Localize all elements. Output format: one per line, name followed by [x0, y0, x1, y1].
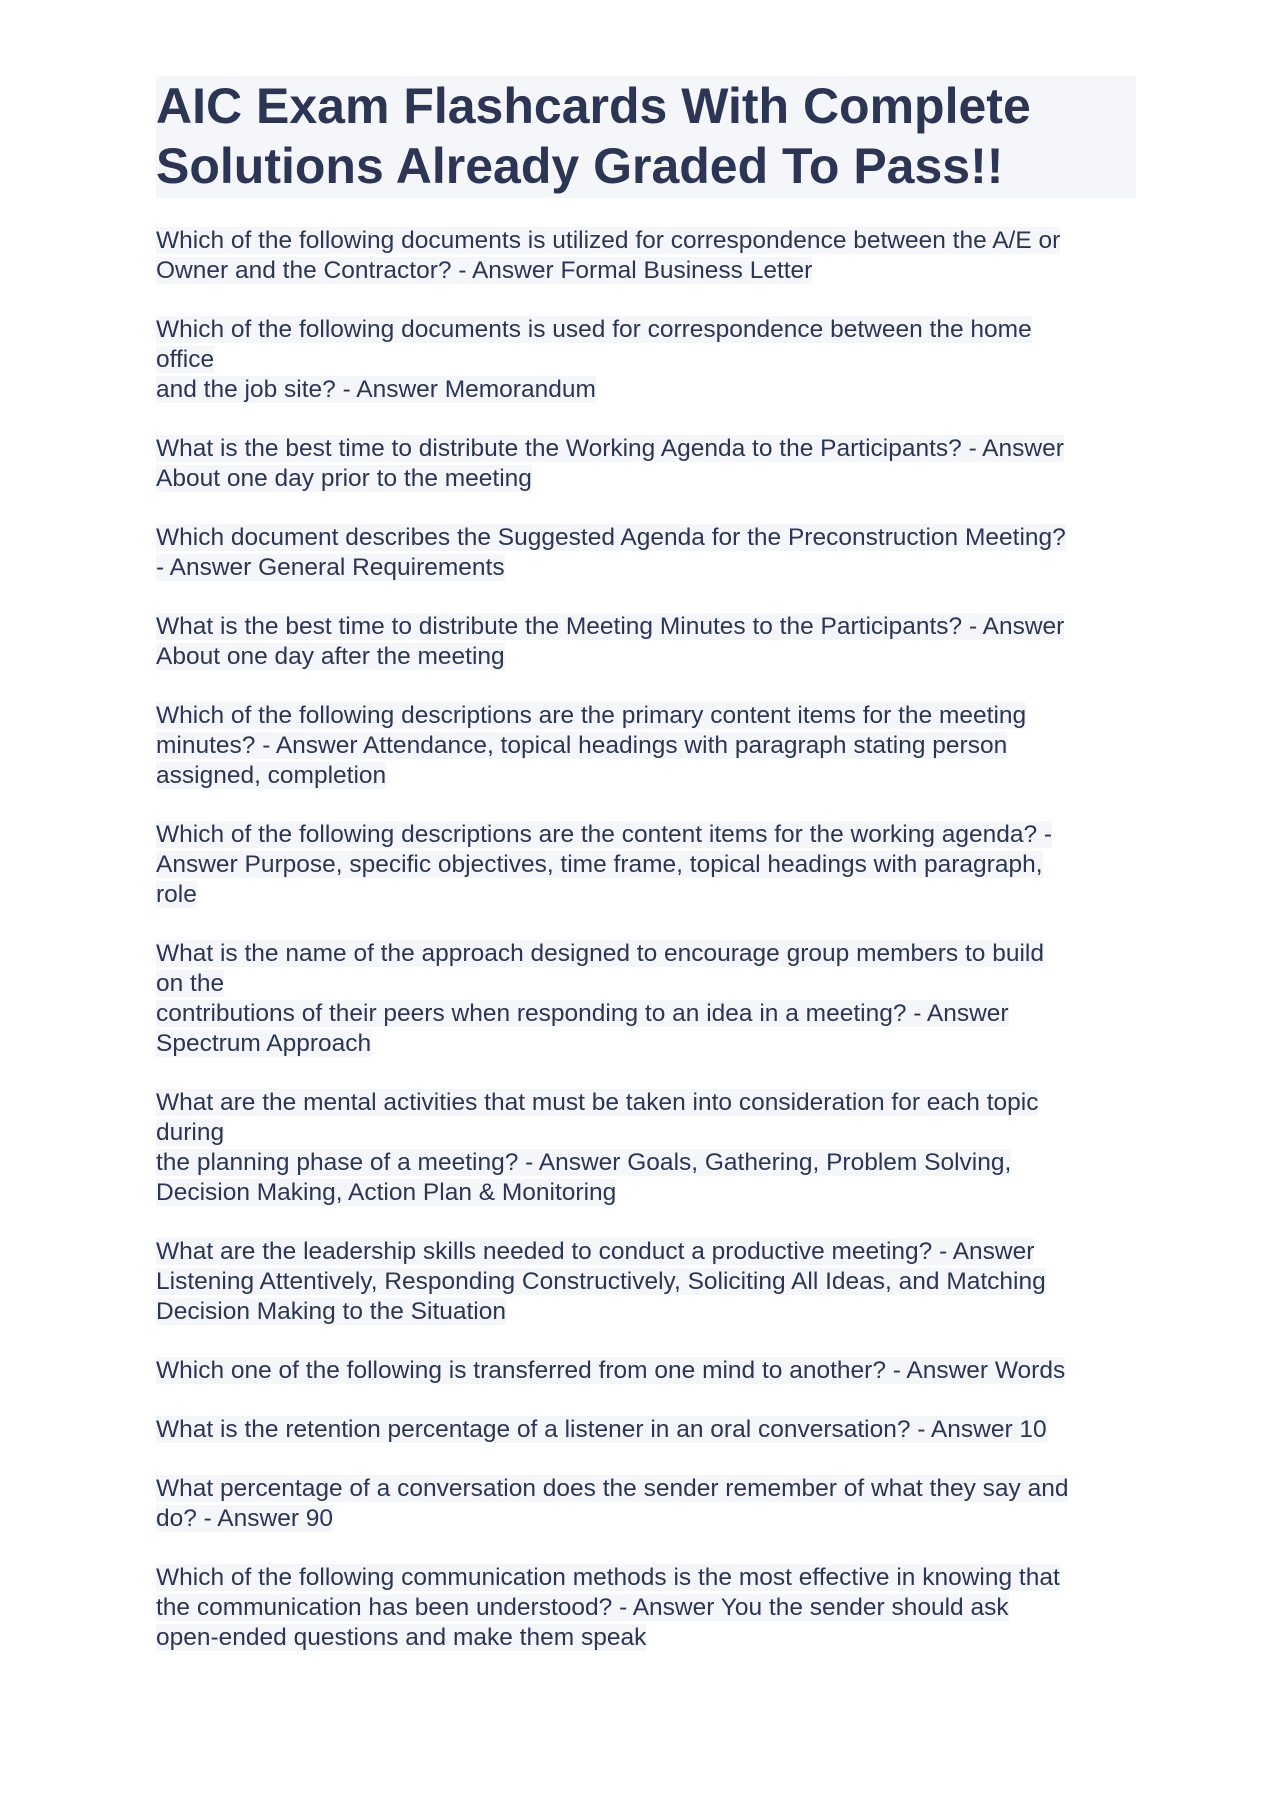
flashcard-line — [156, 731, 1136, 761]
document-page — [156, 76, 1136, 1682]
flashcard-line — [156, 1593, 1136, 1623]
flashcard-line — [156, 1088, 1136, 1118]
flashcard-line-text: About one day prior to the meeting — [156, 465, 532, 492]
flashcard-line-text: - Answer General Requirements — [156, 554, 505, 581]
flashcard-line — [156, 464, 1136, 494]
flashcard-line-text: role — [156, 881, 197, 908]
flashcard-line-text: Which of the following communication methods is the most effective in knowing that — [156, 1564, 1060, 1591]
flashcard-line — [156, 1623, 1136, 1653]
flashcard-line-text: What is the retention percentage of a listener in an oral conversation? - Answer 10 — [156, 1416, 1047, 1443]
title-line: Solutions Already Graded To Pass!! — [156, 138, 1004, 194]
flashcard-line — [156, 1267, 1136, 1297]
flashcard-line — [156, 523, 1136, 553]
flashcard-line-text: Owner and the Contractor? - Answer Formal Business Letter — [156, 257, 813, 284]
flashcard-line-text: Answer Purpose, specific objectives, time frame, topical headings with paragraph, — [156, 851, 1043, 878]
flashcard-line-text: Which of the following descriptions are the primary content items for the meeting — [156, 702, 1027, 729]
flashcard-line — [156, 1178, 1136, 1208]
flashcard-line-text: do? - Answer 90 — [156, 1505, 334, 1532]
flashcard-item — [156, 612, 1136, 672]
flashcard-line-text: Which of the following documents is utilized for correspondence between the A/E or — [156, 227, 1061, 254]
flashcard-line — [156, 1415, 1136, 1445]
title-line: AIC Exam Flashcards With Complete — [156, 78, 1031, 134]
flashcard-line-text: Which of the following descriptions are the content items for the working agenda? - — [156, 821, 1053, 848]
flashcard-line-text: Spectrum Approach — [156, 1030, 372, 1057]
flashcard-line — [156, 1029, 1136, 1059]
flashcard-line-text: Which one of the following is transferred from one mind to another? - Answer Words — [156, 1357, 1066, 1384]
flashcard-item — [156, 315, 1136, 405]
flashcard-line — [156, 375, 1136, 405]
flashcard-line — [156, 880, 1136, 910]
flashcard-line — [156, 553, 1136, 583]
flashcard-line-text: open-ended questions and make them speak — [156, 1624, 647, 1651]
flashcard-item — [156, 1356, 1136, 1386]
flashcard-line-text: and the job site? - Answer Memorandum — [156, 376, 596, 403]
flashcard-line — [156, 1504, 1136, 1534]
flashcard-line-text: Listening Attentively, Responding Constructively, Soliciting All Ideas, and Matching — [156, 1268, 1046, 1295]
flashcard-item — [156, 523, 1136, 583]
flashcard-line — [156, 315, 1136, 345]
flashcard-item — [156, 226, 1136, 286]
flashcard-line-text: Decision Making to the Situation — [156, 1298, 506, 1325]
flashcard-line-text: office — [156, 346, 215, 373]
flashcard-line-text: assigned, completion — [156, 762, 387, 789]
flashcard-line-text: What percentage of a conversation does the sender remember of what they say and — [156, 1475, 1069, 1502]
flashcard-line-text: minutes? - Answer Attendance, topical headings with paragraph stating person — [156, 732, 1008, 759]
flashcard-line — [156, 761, 1136, 791]
flashcard-line-text: What is the best time to distribute the Meeting Minutes to the Participants? - Answer — [156, 613, 1065, 640]
flashcard-line — [156, 1356, 1136, 1386]
flashcard-item — [156, 1237, 1136, 1327]
flashcard-line-text: the communication has been understood? - Answer You the sender should ask — [156, 1594, 1009, 1621]
flashcard-line — [156, 1474, 1136, 1504]
flashcard-line — [156, 1297, 1136, 1327]
flashcard-item — [156, 1415, 1136, 1445]
flashcard-item — [156, 1474, 1136, 1534]
flashcard-line — [156, 820, 1136, 850]
flashcard-line — [156, 226, 1136, 256]
flashcard-line — [156, 612, 1136, 642]
flashcard-line — [156, 1237, 1136, 1267]
flashcard-item — [156, 701, 1136, 791]
flashcard-list — [156, 226, 1136, 1653]
flashcard-line — [156, 999, 1136, 1029]
flashcard-line — [156, 701, 1136, 731]
flashcard-line-text: What are the leadership skills needed to conduct a productive meeting? - Answer — [156, 1238, 1035, 1265]
flashcard-line — [156, 642, 1136, 672]
flashcard-line-text: What is the name of the approach designed to encourage group members to build — [156, 940, 1044, 967]
flashcard-line — [156, 345, 1136, 375]
flashcard-line-text: What are the mental activities that must be taken into consideration for each topic — [156, 1089, 1039, 1116]
flashcard-line — [156, 850, 1136, 880]
flashcard-line-text: the planning phase of a meeting? - Answer Goals, Gathering, Problem Solving, — [156, 1149, 1012, 1176]
flashcard-line-text: What is the best time to distribute the Working Agenda to the Participants? - Answer — [156, 435, 1064, 462]
flashcard-item — [156, 1088, 1136, 1208]
flashcard-line-text: on the — [156, 970, 225, 997]
flashcard-line-text: Decision Making, Action Plan & Monitoring — [156, 1179, 617, 1206]
document-title — [156, 76, 1136, 198]
flashcard-line-text: during — [156, 1119, 225, 1146]
flashcard-line-text: Which document describes the Suggested Agenda for the Preconstruction Meeting? — [156, 524, 1066, 551]
flashcard-item — [156, 820, 1136, 910]
flashcard-line-text: contributions of their peers when responding to an idea in a meeting? - Answer — [156, 1000, 1009, 1027]
flashcard-line — [156, 1148, 1136, 1178]
flashcard-line — [156, 939, 1136, 969]
flashcard-item — [156, 434, 1136, 494]
flashcard-line — [156, 1563, 1136, 1593]
flashcard-line-text: Which of the following documents is used for correspondence between the home — [156, 316, 1032, 343]
flashcard-line — [156, 434, 1136, 464]
flashcard-line-text: About one day after the meeting — [156, 643, 505, 670]
flashcard-line — [156, 256, 1136, 286]
flashcard-item — [156, 939, 1136, 1059]
flashcard-line — [156, 1118, 1136, 1148]
flashcard-item — [156, 1563, 1136, 1653]
flashcard-line — [156, 969, 1136, 999]
